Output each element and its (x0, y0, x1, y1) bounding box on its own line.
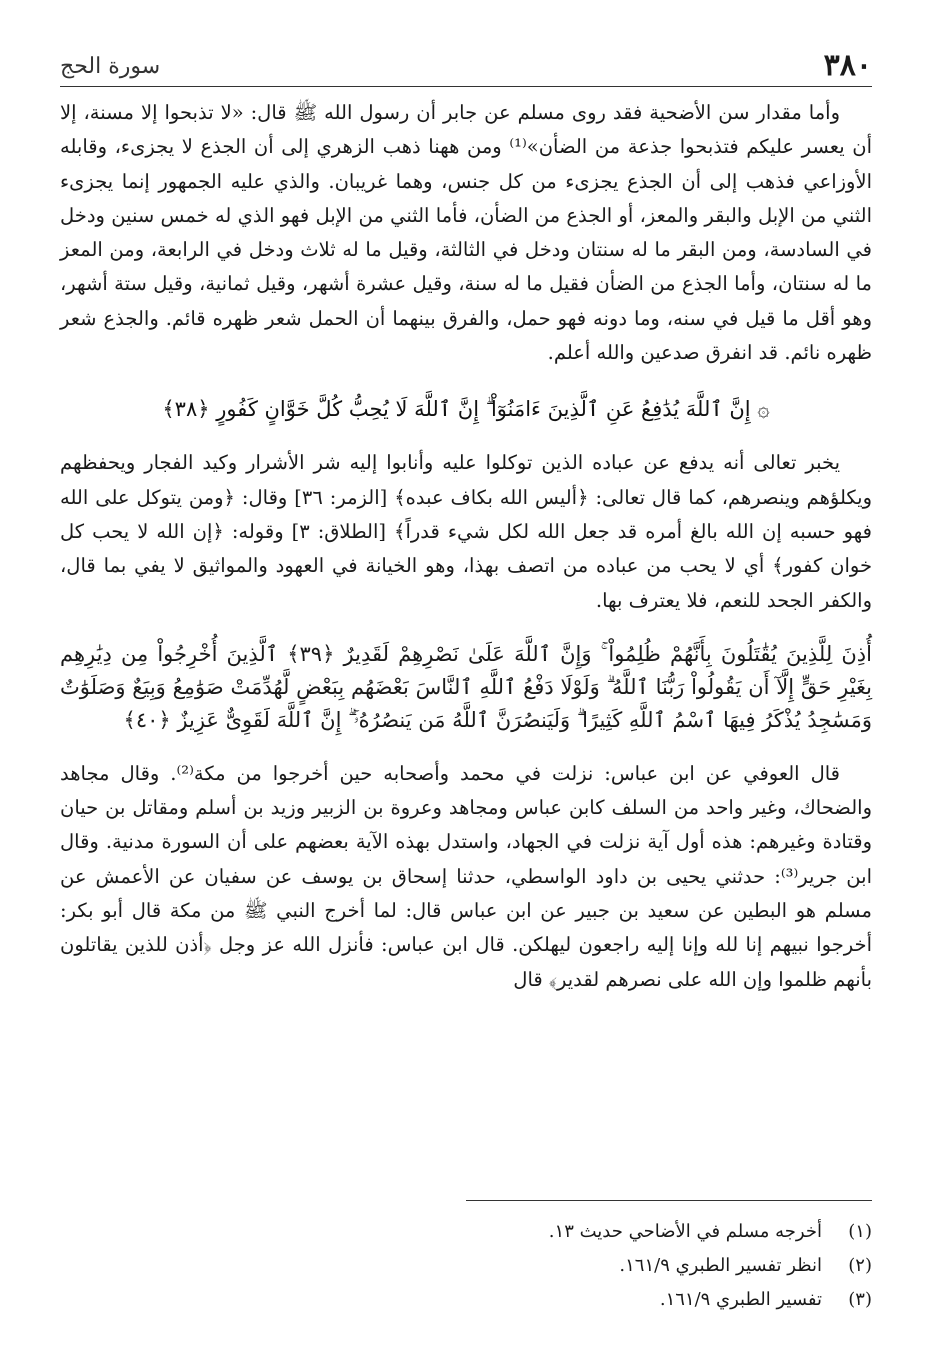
footnotes (60, 1200, 872, 1317)
quran-verses-39-40: أُذِنَ لِلَّذِينَ يُقَٰتَلُونَ بِأَنَّهُمْ ظُلِمُواْ ۚ وَإِنَّ ٱللَّهَ عَلَىٰ نَصْرِهِمْ لَقَدِيرٌ ﴿٣٩﴾ ٱلَّذِينَ أُخْرِجُواْ مِن دِيَٰرِهِم بِغَيْرِ حَقٍّ إِلَّآ أَن يَقُولُواْ رَبُّنَا ٱللَّهُ ۗ وَلَوْلَا دَفْعُ ٱللَّهِ ٱلنَّاسَ بَعْضَهُم بِبَعْضٍ لَّهُدِّمَتْ صَوَٰمِعُ وَبِيَعٌ وَصَلَوَٰتٌ وَمَسَٰجِدُ يُذْكَرُ فِيهَا ٱسْمُ ٱللَّهِ كَثِيرًا ۗ وَلَيَنصُرَنَّ ٱللَّهُ مَن يَنصُرُهُۥٓ ۗ إِنَّ ٱللَّهَ لَقَوِىٌّ عَزِيزٌ ﴿٤٠﴾ (60, 641, 873, 732)
page-number: ٣٨٠ (823, 48, 872, 83)
page-header (60, 46, 872, 87)
paragraph-defense-commentary: يخبر تعالى أنه يدفع عن عباده الذين توكلوا عليه وأنابوا إليه شر الأشرار وكيد الفجار ويحفظهم ويكلؤهم وينصرهم، كما قال تعالى: ﴿أليس الله بكاف عبده﴾ [الزمر: ٣٦] وقال: ﴿ومن يتوكل على الله فهو حسبه إن الله بالغ أمره قد جعل الله لكل شيء قدراً﴾ [الطلاق: ٣] وقوله: ﴿إن الله لا يحب كل خوان كفور﴾ أي لا يحب من عباده من اتصف بهذا، وهو الخيانة في العهود والمواثيق لا يفي بما قال، والكفر الجحد للنعم، فلا يعترف بها. (60, 451, 873, 612)
paragraph-revelation-context: قال العوفي عن ابن عباس: نزلت في محمد وأصحابه حين أخرجوا من مكة⁽²⁾. وقال مجاهد والضحاك، وغير واحد من السلف كابن عباس ومجاهد وعروة بن الزبير وزيد بن أسلم ومقاتل بن حيان وقتادة وغيرهم: هذه أول آية نزلت في الجهاد، واستدل بهذه الآية بعضهم على أن السورة مدنية. وقال ابن جرير⁽³⁾: حدثني يحيى بن داود الواسطي، حدثنا إسحاق بن يوسف عن سفيان عن الأعمش عن مسلم هو البطين عن سعيد بن جبير عن ابن عباس قال: لما أخرج النبي ﷺ من مكة قال أبو بكر: أخرجوا نبيهم إنا لله وإنا إليه راجعون ليهلكن. قال ابن عباس: فأنزل الله عز وجل ﴿أذن للذين يقاتلون بأنهم ظلموا وإن الله على نصرهم لقدير﴾ قال (60, 761, 872, 991)
footnote-2: (٢)انظر تفسير الطبري ١٦١/٩. (619, 1255, 872, 1276)
footnote-3: (٣)تفسير الطبري ١٦١/٩. (659, 1289, 872, 1310)
footnote-1: (١)أخرجه مسلم في الأضاحي حديث ١٣. (548, 1221, 872, 1242)
quran-verse-38: ۞ إِنَّ ٱللَّهَ يُدَٰفِعُ عَنِ ٱلَّذِينَ ءَامَنُوٓاْ ۗ إِنَّ ٱللَّهَ لَا يُحِبُّ كُلَّ خَوَّانٍ كَفُورٍ ﴿٣٨﴾ (162, 397, 770, 422)
paragraph-sacrifice-age: وأما مقدار سن الأضحية فقد روى مسلم عن جابر أن رسول الله ﷺ قال: «لا تذبحوا إلا مسنة، إلا أن يعسر عليكم فتذبحوا جذعة من الضأن»⁽¹⁾ ومن ههنا ذهب الزهري إلى أن الجذع لا يجزىء، وقابله الأوزاعي فذهب إلى أن الجذع يجزىء من كل جنس، وهما غريبان. والذي عليه الجمهور إنما يجزىء الثني من الإبل والبقر والمعز، أو الجذع من الضأن، فأما الثني من الإبل فهو الذي له خمس سنين ودخل في السادسة، ومن البقر ما له سنتان ودخل في الثالثة، وقيل ما له ثلاث ودخل في الرابعة، ومن المعز ما له سنتان، وأما الجذع من الضأن فقيل ما له سنة، وقيل عشرة أشهر، وقيل ثمانية، وقيل ستة أشهر، وهو أقل ما قيل في سنه، وما دونه فهو حمل، والفرق بينهما أن الحمل شعر ظهره قائم. والجذع شعر ظهره نائم. قد انفرق صدعين والله أعلم. (60, 101, 873, 365)
page-body (60, 96, 872, 997)
surah-name: سورة الحج (60, 54, 161, 79)
